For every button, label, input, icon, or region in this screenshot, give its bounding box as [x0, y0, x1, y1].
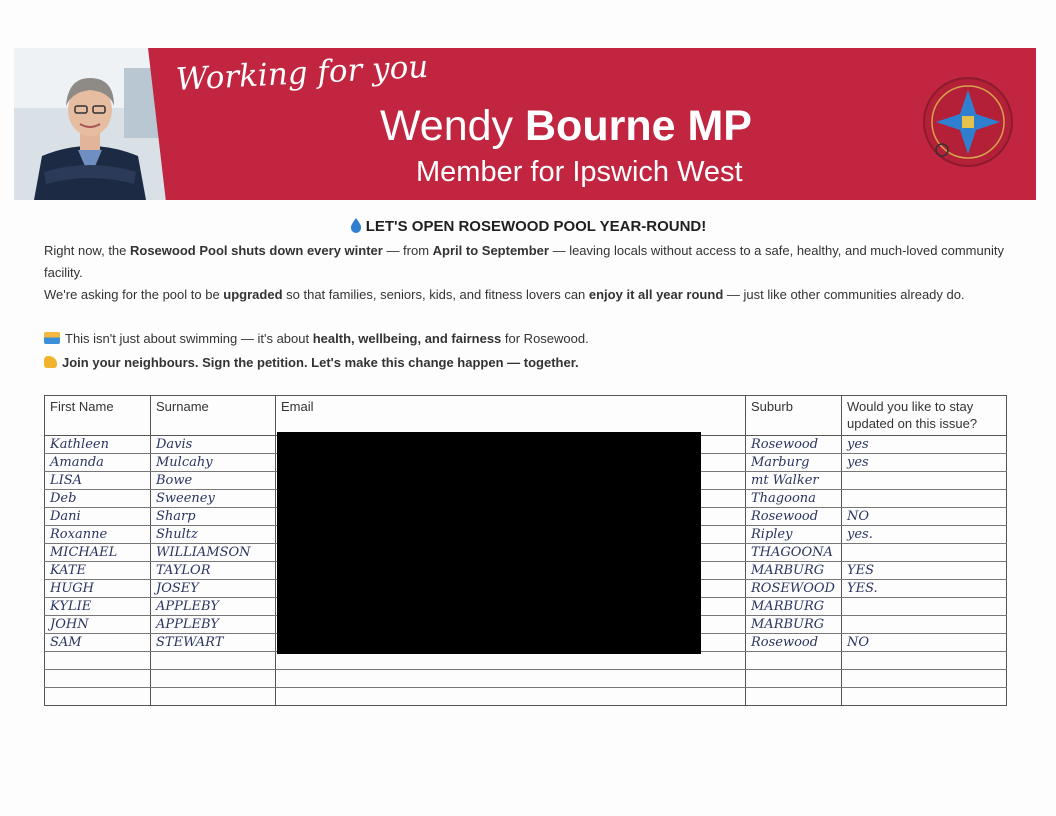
first-name-cell: LISA [45, 472, 151, 490]
stay-updated-cell [842, 688, 1007, 706]
text-bold: enjoy it all year round [588, 287, 724, 302]
surname-cell [151, 688, 276, 706]
suburb-cell: ROSEWOOD [746, 580, 842, 598]
text-run: — leaving locals without access to a safe, healthy, and much-loved community facility. [44, 243, 1004, 280]
petition-heading-text: LET'S OPEN ROSEWOOD POOL YEAR-ROUND! [365, 218, 707, 235]
first-name-cell: Amanda [45, 454, 151, 472]
surname-cell: Sharp [151, 508, 276, 526]
surname-cell: Sweeney [151, 490, 276, 508]
email-cell [276, 652, 746, 670]
text-run: for Rosewood. [501, 331, 589, 346]
surname-cell: APPLEBY [151, 598, 276, 616]
text-bold: upgraded [223, 287, 283, 302]
suburb-cell [746, 652, 842, 670]
mp-portrait [14, 48, 166, 200]
first-name-cell: JOHN [45, 616, 151, 634]
suburb-cell: MARBURG [746, 562, 842, 580]
suburb-cell: MARBURG [746, 616, 842, 634]
surname-cell: Shultz [151, 526, 276, 544]
first-name-cell: Kathleen [45, 436, 151, 454]
text-bold: April to September [432, 243, 549, 258]
table-row [45, 688, 1007, 706]
text-bold: health, wellbeing, and fairness [312, 331, 502, 346]
first-name-cell: Dani [45, 508, 151, 526]
text-run: — from [382, 243, 433, 258]
first-name-cell [45, 652, 151, 670]
stay-updated-cell [842, 472, 1007, 490]
surname-cell: JOSEY [151, 580, 276, 598]
stay-updated-cell [842, 652, 1007, 670]
header-stay-updated: Would you like to stay updated on this issue? [842, 396, 1007, 436]
email-cell [276, 688, 746, 706]
raised-hand-icon [44, 356, 57, 368]
surname-cell: TAYLOR [151, 562, 276, 580]
stay-updated-cell [842, 616, 1007, 634]
stay-updated-cell [842, 490, 1007, 508]
suburb-cell: Ripley [746, 526, 842, 544]
header-suburb: Suburb [746, 396, 842, 436]
header-surname: Surname [151, 396, 276, 436]
suburb-cell: Thagoona [746, 490, 842, 508]
health-paragraph [44, 328, 1004, 350]
first-name-cell: Roxanne [45, 526, 151, 544]
first-name-cell: MICHAEL [45, 544, 151, 562]
first-name-cell: HUGH [45, 580, 151, 598]
suburb-cell [746, 670, 842, 688]
call-to-action-text: Join your neighbours. Sign the petition. Let's make this change happen — together. [62, 355, 579, 370]
mp-name-bold: Bourne MP [525, 102, 752, 150]
suburb-cell: mt Walker [746, 472, 842, 490]
suburb-cell: Rosewood [746, 436, 842, 454]
stay-updated-cell: YES. [842, 580, 1007, 598]
table-row [45, 652, 1007, 670]
stay-updated-cell: yes [842, 436, 1007, 454]
first-name-cell: Deb [45, 490, 151, 508]
table-row [45, 670, 1007, 688]
stay-updated-cell [842, 544, 1007, 562]
stay-updated-cell: NO [842, 634, 1007, 652]
first-name-cell: KYLIE [45, 598, 151, 616]
surname-cell: APPLEBY [151, 616, 276, 634]
first-name-cell [45, 670, 151, 688]
mp-name [380, 102, 752, 151]
intro-paragraph [44, 240, 1004, 284]
surname-cell: WILLIAMSON [151, 544, 276, 562]
stay-updated-cell: YES [842, 562, 1007, 580]
header-first-name: First Name [45, 396, 151, 436]
text-bold: Rosewood Pool shuts down every winter [130, 243, 383, 258]
stay-updated-cell: yes [842, 454, 1007, 472]
text-run: This isn't just about swimming — it's about [65, 331, 313, 346]
table-header-row [45, 396, 1007, 436]
stay-updated-cell: NO [842, 508, 1007, 526]
surname-cell: Bowe [151, 472, 276, 490]
portrait-illustration [14, 48, 166, 200]
parliament-crest-icon [920, 74, 1016, 170]
first-name-cell: KATE [45, 562, 151, 580]
text-run: Right now, the [44, 243, 130, 258]
first-name-cell [45, 688, 151, 706]
suburb-cell: Marburg [746, 454, 842, 472]
surname-cell [151, 670, 276, 688]
electorate: Member for Ipswich West [416, 156, 743, 188]
suburb-cell: Rosewood [746, 634, 842, 652]
suburb-cell: Rosewood [746, 508, 842, 526]
suburb-cell [746, 688, 842, 706]
text-run: so that families, seniors, kids, and fitness lovers can [282, 287, 589, 302]
text-run: — just like other communities already do. [723, 287, 965, 302]
request-paragraph [44, 284, 1004, 306]
stay-updated-cell: yes. [842, 526, 1007, 544]
suburb-cell: THAGOONA [746, 544, 842, 562]
first-name-cell: SAM [45, 634, 151, 652]
suburb-cell: MARBURG [746, 598, 842, 616]
stay-updated-cell [842, 598, 1007, 616]
swimmer-icon [44, 332, 60, 344]
stay-updated-cell [842, 670, 1007, 688]
surname-cell: Davis [151, 436, 276, 454]
redaction-box [277, 432, 701, 654]
tagline: Working for you [175, 48, 430, 98]
surname-cell: STEWART [151, 634, 276, 652]
petition-heading [0, 218, 1056, 235]
mp-name-first: Wendy [380, 102, 525, 150]
header-email: Email [276, 396, 746, 436]
call-to-action [44, 352, 1004, 374]
surname-cell: Mulcahy [151, 454, 276, 472]
text-run: We're asking for the pool to be [44, 287, 224, 302]
email-cell [276, 670, 746, 688]
water-drop-icon [350, 218, 362, 233]
surname-cell [151, 652, 276, 670]
